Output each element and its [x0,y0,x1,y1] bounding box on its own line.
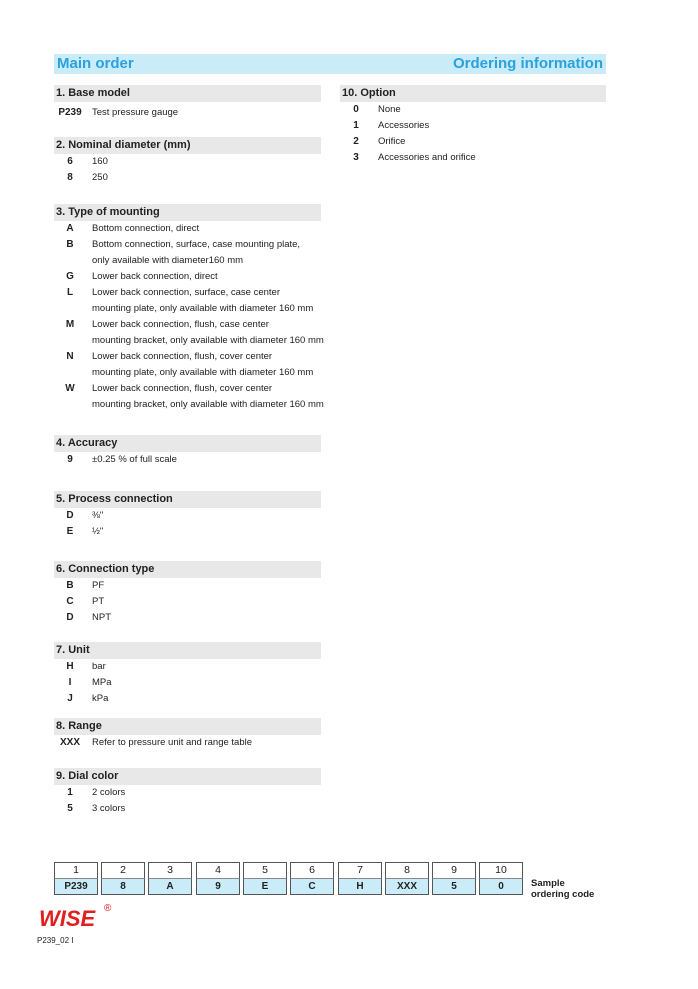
list-item [54,801,321,817]
item-desc: Accessories [378,120,430,131]
title-banner [54,54,606,74]
list-item [54,659,321,675]
item-desc: ⅜" [92,510,104,521]
item-desc: Orifice [378,136,406,147]
list-item [340,150,606,166]
order-code-value: XXX [385,878,429,895]
list-item [340,134,606,150]
sample-label-line1: Sample [531,878,565,889]
order-code-value: 8 [101,878,145,895]
order-code-position: 3 [148,862,192,878]
item-desc: PF [92,580,105,591]
section-heading: 4. Accuracy [54,435,321,452]
section-unit [54,642,321,707]
item-code: W [65,383,75,394]
item-code: D [66,612,74,623]
order-code-position: 9 [432,862,476,878]
list-item [340,102,606,118]
section-range [54,718,321,751]
item-desc: NPT [92,612,111,623]
order-code-position: 5 [243,862,287,878]
order-code-position: 4 [196,862,240,878]
item-code: 9 [67,454,73,465]
section-nominal-diameter [54,137,321,186]
sample-label-line2: ordering code [531,889,595,900]
order-code-box-1 [54,862,98,895]
item-code: I [68,677,72,688]
list-item [54,675,321,691]
item-desc: Lower back connection, flush, cover center [92,383,273,394]
item-desc: ½" [92,526,104,537]
document-code: P239_02 I [37,936,74,945]
section-base-model [54,85,321,121]
section-heading: 9. Dial color [54,768,321,785]
item-desc-line2: mounting plate, only available with diameter 160 mm [92,303,314,314]
order-code-value: E [243,878,287,895]
list-item [54,269,344,285]
order-code-value: 9 [196,878,240,895]
section-heading: 1. Base model [54,85,321,102]
item-code: 3 [353,152,359,163]
item-code: 6 [67,156,73,167]
order-code-value: H [338,878,382,895]
section-type-of-mounting [54,204,324,413]
order-code-position: 1 [54,862,98,878]
list-item [54,154,321,170]
item-desc: Test pressure gauge [92,107,179,118]
section-heading: 8. Range [54,718,321,735]
section-heading: 10. Option [340,85,606,102]
order-code-position: 10 [479,862,523,878]
item-desc: Lower back connection, direct [92,271,218,282]
order-code-value: P239 [54,878,98,895]
ordering-information-title: Ordering information [453,55,603,72]
list-item [54,578,321,594]
item-code: 2 [353,136,359,147]
list-item [54,170,321,186]
item-code: G [66,271,74,282]
item-code: P239 [58,107,82,118]
list-item [54,317,344,349]
item-code: D [66,510,74,521]
item-code: 0 [353,104,359,115]
registered-mark: ® [104,903,112,914]
item-desc: None [378,104,401,115]
section-option [340,85,606,166]
order-code-value: A [148,878,192,895]
item-desc: Bottom connection, surface, case mounting plate, [92,239,301,250]
item-code: H [66,661,74,672]
item-code: M [65,319,75,330]
list-item [54,349,344,381]
list-item [54,452,321,468]
item-desc-line2: mounting bracket, only available with diameter 160 mm [92,399,324,410]
item-desc: Accessories and orifice [378,152,476,163]
item-code: 5 [67,803,73,814]
order-code-value: 0 [479,878,523,895]
item-desc: 3 colors [92,803,126,814]
list-item [54,237,344,269]
list-item [54,594,321,610]
item-desc: PT [92,596,105,607]
item-desc: Refer to pressure unit and range table [92,737,253,748]
item-desc-line2: only available with diameter160 mm [92,255,244,266]
wise-logo-text: WISE [39,906,96,931]
item-code: A [66,223,74,234]
wise-logo [38,905,104,931]
section-heading: 3. Type of mounting [54,204,321,221]
list-item [54,381,344,413]
main-order-title: Main order [57,55,134,72]
order-code-value: 5 [432,878,476,895]
order-code-box-4 [196,862,240,895]
item-desc: kPa [92,693,109,704]
order-code-box-2 [101,862,145,895]
item-desc: 160 [92,156,108,167]
section-heading: 5. Process connection [54,491,321,508]
order-code-value: C [290,878,334,895]
order-code-position: 7 [338,862,382,878]
list-item [54,785,321,801]
section-heading: 2. Nominal diameter (mm) [54,137,321,154]
item-code: N [66,351,74,362]
list-item [54,221,344,237]
item-desc-line2: mounting plate, only available with diameter 160 mm [92,367,314,378]
order-code-box-3 [148,862,192,895]
list-item [54,735,344,751]
order-code-position: 6 [290,862,334,878]
item-desc: Lower back connection, surface, case center [92,287,280,298]
section-accuracy [54,435,321,468]
order-code-box-10 [479,862,523,895]
list-item [340,118,606,134]
item-code: 1 [67,787,73,798]
item-code: L [66,287,74,298]
list-item [54,524,321,540]
item-desc: 250 [92,172,108,183]
item-desc: 2 colors [92,787,126,798]
item-code: B [66,580,74,591]
list-item [54,691,321,707]
item-desc: bar [92,661,106,672]
item-code: 8 [67,172,73,183]
sample-ordering-code-label [531,878,594,900]
list-item [54,610,321,626]
item-desc: MPa [92,677,112,688]
order-code-box-6 [290,862,334,895]
item-desc: Lower back connection, flush, cover center [92,351,273,362]
item-code: C [66,596,74,607]
item-desc: Bottom connection, direct [92,223,200,234]
list-item [54,285,344,317]
item-desc: Lower back connection, flush, case center [92,319,269,330]
order-code-position: 2 [101,862,145,878]
list-item [54,105,321,121]
item-code: B [66,239,74,250]
item-code: 1 [353,120,359,131]
order-code-box-8 [385,862,429,895]
order-code-box-5 [243,862,287,895]
section-connection-type [54,561,321,626]
item-code: J [67,693,73,704]
item-desc-line2: mounting bracket, only available with diameter 160 mm [92,335,324,346]
order-code-position: 8 [385,862,429,878]
list-item [54,508,321,524]
order-code-box-9 [432,862,476,895]
item-code: XXX [59,737,80,748]
item-code: E [66,526,74,537]
item-desc: ±0.25 % of full scale [92,454,177,465]
section-dial-color [54,768,321,817]
section-process-connection [54,491,321,540]
section-heading: 6. Connection type [54,561,321,578]
order-code-box-7 [338,862,382,895]
section-heading: 7. Unit [54,642,321,659]
